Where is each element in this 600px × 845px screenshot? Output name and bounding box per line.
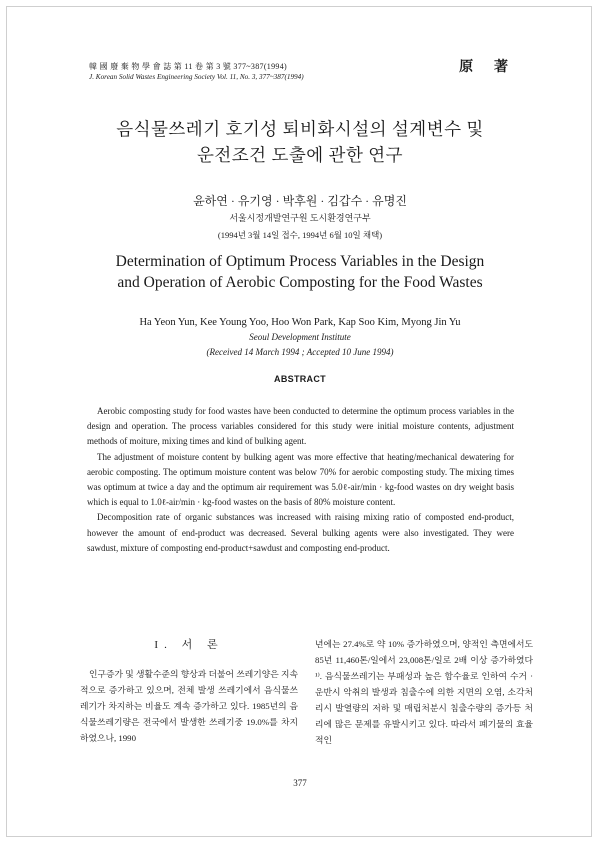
body-column-right	[315, 636, 533, 748]
paper-title-korean-line-2: 운전조건 도출에 관한 연구	[196, 145, 404, 165]
paper-title-english-line-2: and Operation of Aerobic Composting for the Food Wastes	[117, 274, 483, 291]
abstract-paragraph: The adjustment of moisture content by bulking agent was more effective that heating/mechanical dewatering for aerobic composting. The optimum moisture content was below 70% for aerobic composting study. The mixing times was optimum at twice a day and the optimum air requirement was 5.0ℓ-air/min · kg-food wastes on dry weight basis which is equal to 1.0ℓ-air/min · kg-food wastes on the basis of 80% moisture content.	[87, 451, 514, 508]
paper-title-english-line-1: Determination of Optimum Process Variables in the Design	[115, 253, 485, 270]
section-heading-introduction: I. 서 론	[154, 639, 224, 651]
submission-dates-korean: (1994년 3월 14일 접수, 1994년 6월 10일 채택)	[217, 230, 383, 240]
affiliation-english: Seoul Development Institute	[249, 332, 351, 342]
abstract-body	[87, 404, 514, 556]
paper-title-english	[60, 251, 540, 293]
paper-title-korean	[60, 116, 540, 168]
abstract-paragraph: Aerobic composting study for food wastes have been conducted to determine the optimum process variables in the design and operation. The process variables considered for this study were initial moisture contents, adjustment methods of moiture, mixing times and kind of bulking agent.	[87, 406, 514, 447]
body-column-left	[80, 636, 298, 746]
journal-citation-korean: 韓 國 廢 棄 物 學 會 誌 第 11 卷 第 3 號 377~387(1994)	[89, 62, 287, 71]
page-number: 377	[293, 778, 307, 788]
journal-citation-english: J. Korean Solid Wastes Engineering Society Vol. 11, No. 3, 377~387(1994)	[89, 73, 304, 81]
affiliation-korean: 서울시정개발연구원 도시환경연구부	[229, 213, 371, 223]
journal-header	[89, 61, 304, 83]
article-type-label: 原 著	[459, 59, 516, 75]
paper-title-korean-line-1: 음식물쓰레기 호기성 퇴비화시설의 설계변수 및	[116, 119, 484, 139]
body-paragraph: 년에는 27.4%로 약 10% 증가하였으며, 양적인 측면에서도 85년 11,460톤/일에서 23,008톤/일로 2배 이상 증가하였다¹⁾. 음식물쓰레기는 부패성과 높은 함수율로 인하여 수거 · 운반시 악취의 발생과 침출수에 의한 지면의 오염, 소각처리시 발열량의 저하 및 매립처분시 침출수량의 증가등 처리에 많은 문제를 유발시키고 있다. 따라서 폐기물의 효율적인	[315, 639, 533, 745]
submission-dates-english: (Received 14 March 1994 ; Accepted 10 June 1994)	[206, 347, 394, 357]
authors-english: Ha Yeon Yun, Kee Young Yoo, Hoo Won Park, Kap Soo Kim, Myong Jin Yu	[139, 317, 461, 328]
body-paragraph: 인구증가 및 생활수준의 향상과 더불어 쓰레기양은 지속적으로 증가하고 있으며, 전체 발생 쓰레기에서 음식물쓰레기가 차지하는 비율도 계속 증가하고 있다. 1985년의 음식물쓰레기량은 전국에서 발생한 쓰레기중 19.0%를 차지하였으나, 1990	[80, 669, 298, 743]
authors-korean: 윤하연 · 유기영 · 박후원 · 김갑수 · 유명진	[193, 194, 407, 208]
abstract-paragraph: Decomposition rate of organic substances was increased with raising mixing ratio of composted end-product, however the amount of end-product was decreased. Several bulking agents were also investigated. They were sawdust, mixture of composting end-product+sawdust and composting end-product.	[87, 512, 514, 553]
abstract-heading: ABSTRACT	[274, 374, 326, 384]
